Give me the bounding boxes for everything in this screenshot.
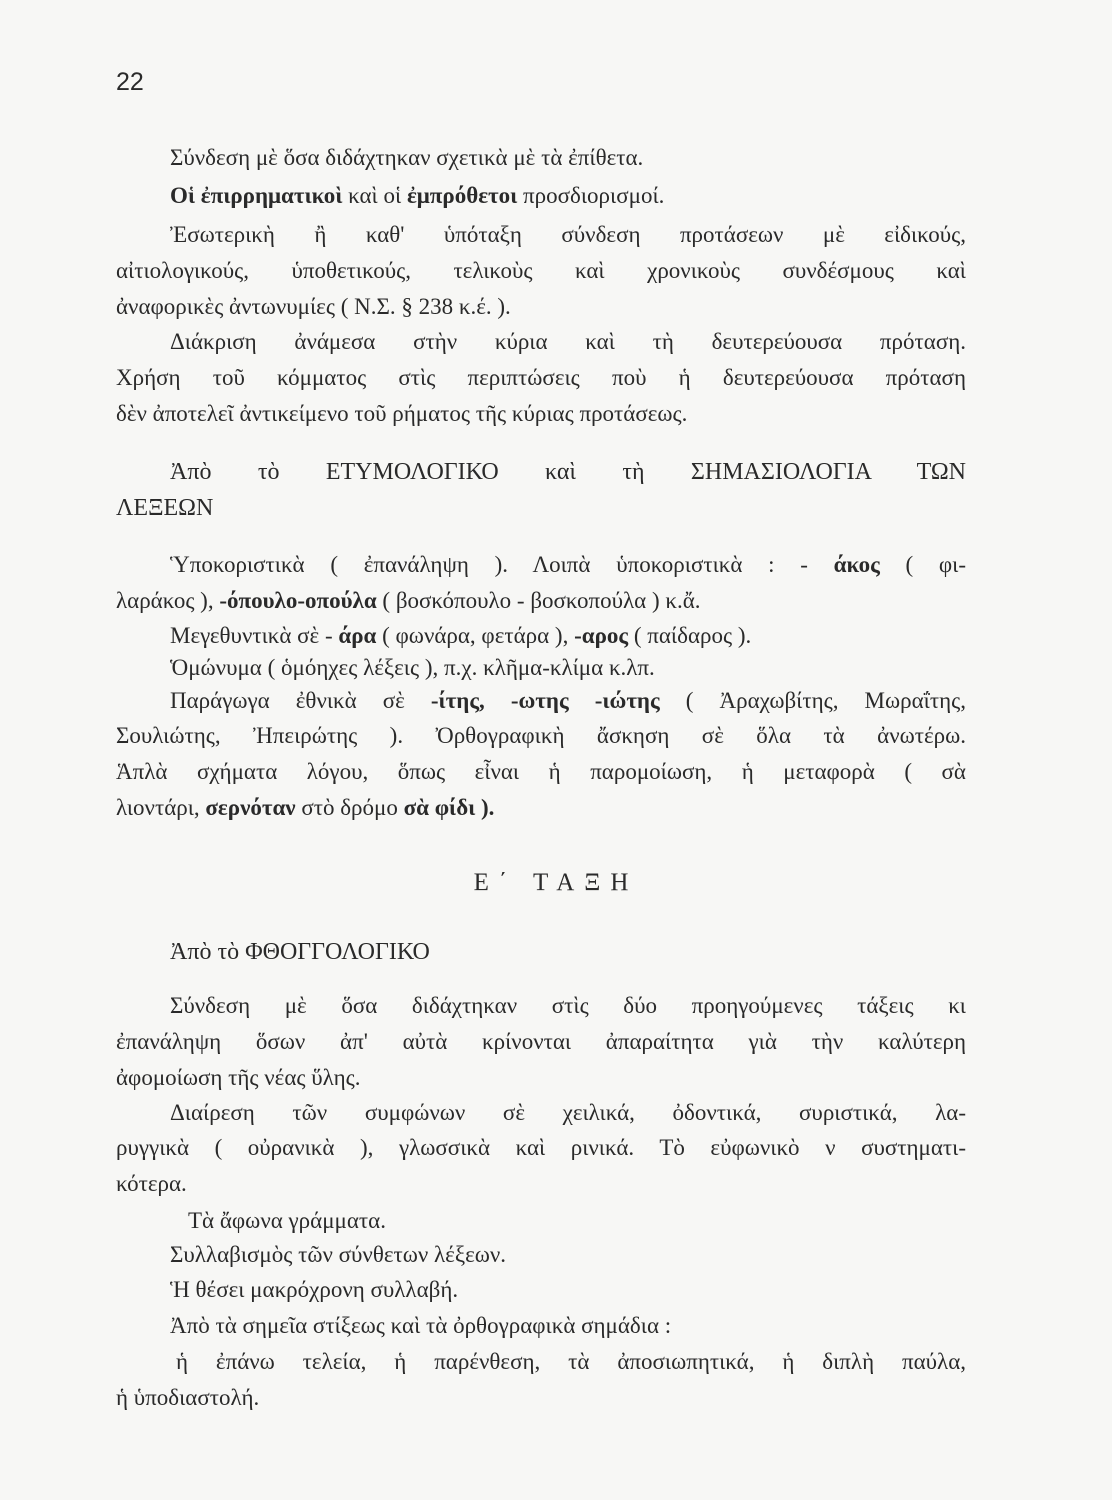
text-line: λαράκος ), -όπουλο-οπούλα ( βοσκόπουλο - βοσκοπούλα ) κ.ἄ. (116, 588, 701, 613)
bold-term: Οἱ ἐπιρρηματικοὶ (170, 183, 343, 208)
text-line: ἀφομοίωση τῆς νέας ὕλης. (116, 1065, 361, 1090)
section-heading: ΛΕΞΕΩΝ (116, 495, 214, 521)
bold-term: σερνόταν (205, 795, 296, 820)
text-line: Ἡ θέσει μακρόχρονη συλλαβή. (170, 1277, 459, 1302)
text-line: Ἀπὸ τὰ σημεῖα στίξεως καὶ τὰ ὀρθογραφικὰ σημάδια : (170, 1313, 672, 1338)
text-line: Παράγωγα ἐθνικὰ σὲ -ίτης, -ωτης -ιώτης ( Ἀραχωβίτης, Μωραΐτης, (170, 688, 966, 713)
bold-term: -αρος (574, 623, 629, 648)
bold-term: ἐμπρόθετοι (406, 183, 518, 208)
text-line: δὲν ἀποτελεῖ ἀντικείμενο τοῦ ρήματος τῆς κύριας προτάσεως. (116, 401, 688, 426)
text-line: ἀναφορικὲς ἀντωνυμίες ( Ν.Σ. § 238 κ.έ. ). (116, 294, 511, 319)
text-line: Ὁμώνυμα ( ὁμόηχες λέξεις ), π.χ. κλῆμα-κλίμα κ.λπ. (170, 655, 655, 680)
section-heading: Ἀπὸ τὸ ΕΤΥΜΟΛΟΓΙΚΟ καὶ τὴ ΣΗΜΑΣΙΟΛΟΓΙΑ ΤΩΝ (170, 459, 966, 485)
bold-term: άρα (338, 623, 377, 648)
text-line: Χρήση τοῦ κόμματος στὶς περιπτώσεις ποὺ ἡ δευτερεύουσα πρόταση (116, 365, 966, 390)
text-line: Οἱ ἐπιρρηματικοὶ καὶ οἱ ἐμπρόθετοι προσδιορισμοί. (170, 183, 665, 208)
text-line: ἡ ὑποδιαστολή. (116, 1385, 260, 1410)
text-line: αἰτιολογικούς, ὑποθετικούς, τελικοὺς καὶ χρονικοὺς συνδέσμους καὶ (116, 258, 966, 283)
text-line: ρυγγικὰ ( οὐρανικὰ ), γλωσσικὰ καὶ ρινικά. Τὸ εὐφωνικὸ ν συστηματι- (116, 1135, 966, 1160)
text-line: Σουλιώτης, Ἠπειρώτης ). Ὀρθογραφικὴ ἄσκηση σὲ ὅλα τὰ ἀνωτέρω. (116, 723, 966, 748)
bold-term: σὰ φίδι ). (403, 795, 495, 820)
text-line: Μεγεθυντικὰ σὲ - άρα ( φωνάρα, φετάρα ), -αρος ( παίδαρος ). (170, 623, 752, 648)
text-line: Ἁπλὰ σχήματα λόγου, ὅπως εἶναι ἡ παρομοίωση, ἡ μεταφορὰ ( σὰ (116, 759, 966, 784)
bold-term: -όπουλο-οπούλα (219, 588, 377, 613)
text-line: Ὑποκοριστικὰ ( ἐπανάληψη ). Λοιπὰ ὑποκοριστικὰ : - άκος ( φι- (170, 552, 966, 577)
text-line: ἡ ἐπάνω τελεία, ἡ παρένθεση, τὰ ἀποσιωπητικά, ἡ διπλὴ παύλα, (176, 1349, 966, 1374)
page-number: 22 (116, 68, 144, 96)
section-heading: Ἀπὸ τὸ ΦΘΟΓΓΟΛΟΓΙΚΟ (170, 939, 430, 965)
text-line: ἐπανάληψη ὅσων ἀπ' αὐτὰ κρίνονται ἀπαραίτητα γιὰ τὴν καλύτερη (116, 1029, 966, 1054)
class-heading: Ε΄ ΤΑΞΗ (473, 869, 639, 896)
bold-term: άκος (833, 552, 880, 577)
text-line: Διαίρεση τῶν συμφώνων σὲ χειλικά, ὀδοντικά, συριστικά, λα- (170, 1100, 966, 1125)
bold-term: -ίτης, -ωτης -ιώτης (430, 688, 660, 713)
text-line: Ἐσωτερικὴ ἢ καθ' ὑπόταξη σύνδεση προτάσεων μὲ εἰδικούς, (170, 222, 966, 247)
text-line: κότερα. (116, 1171, 187, 1196)
text-line: λιοντάρι, σερνόταν στὸ δρόμο σὰ φίδι ). (116, 795, 495, 820)
text-line: Σύνδεση μὲ ὅσα διδάχτηκαν στὶς δύο προηγούμενες τάξεις κι (170, 993, 966, 1018)
text-line: Σύνδεση μὲ ὅσα διδάχτηκαν σχετικὰ μὲ τὰ ἐπίθετα. (170, 145, 644, 170)
text-line: Τὰ ἄφωνα γράμματα. (188, 1208, 386, 1233)
text-line: Διάκριση ἀνάμεσα στὴν κύρια καὶ τὴ δευτερεύουσα πρόταση. (170, 329, 966, 354)
text-line: Συλλαβισμὸς τῶν σύνθετων λέξεων. (170, 1242, 507, 1267)
